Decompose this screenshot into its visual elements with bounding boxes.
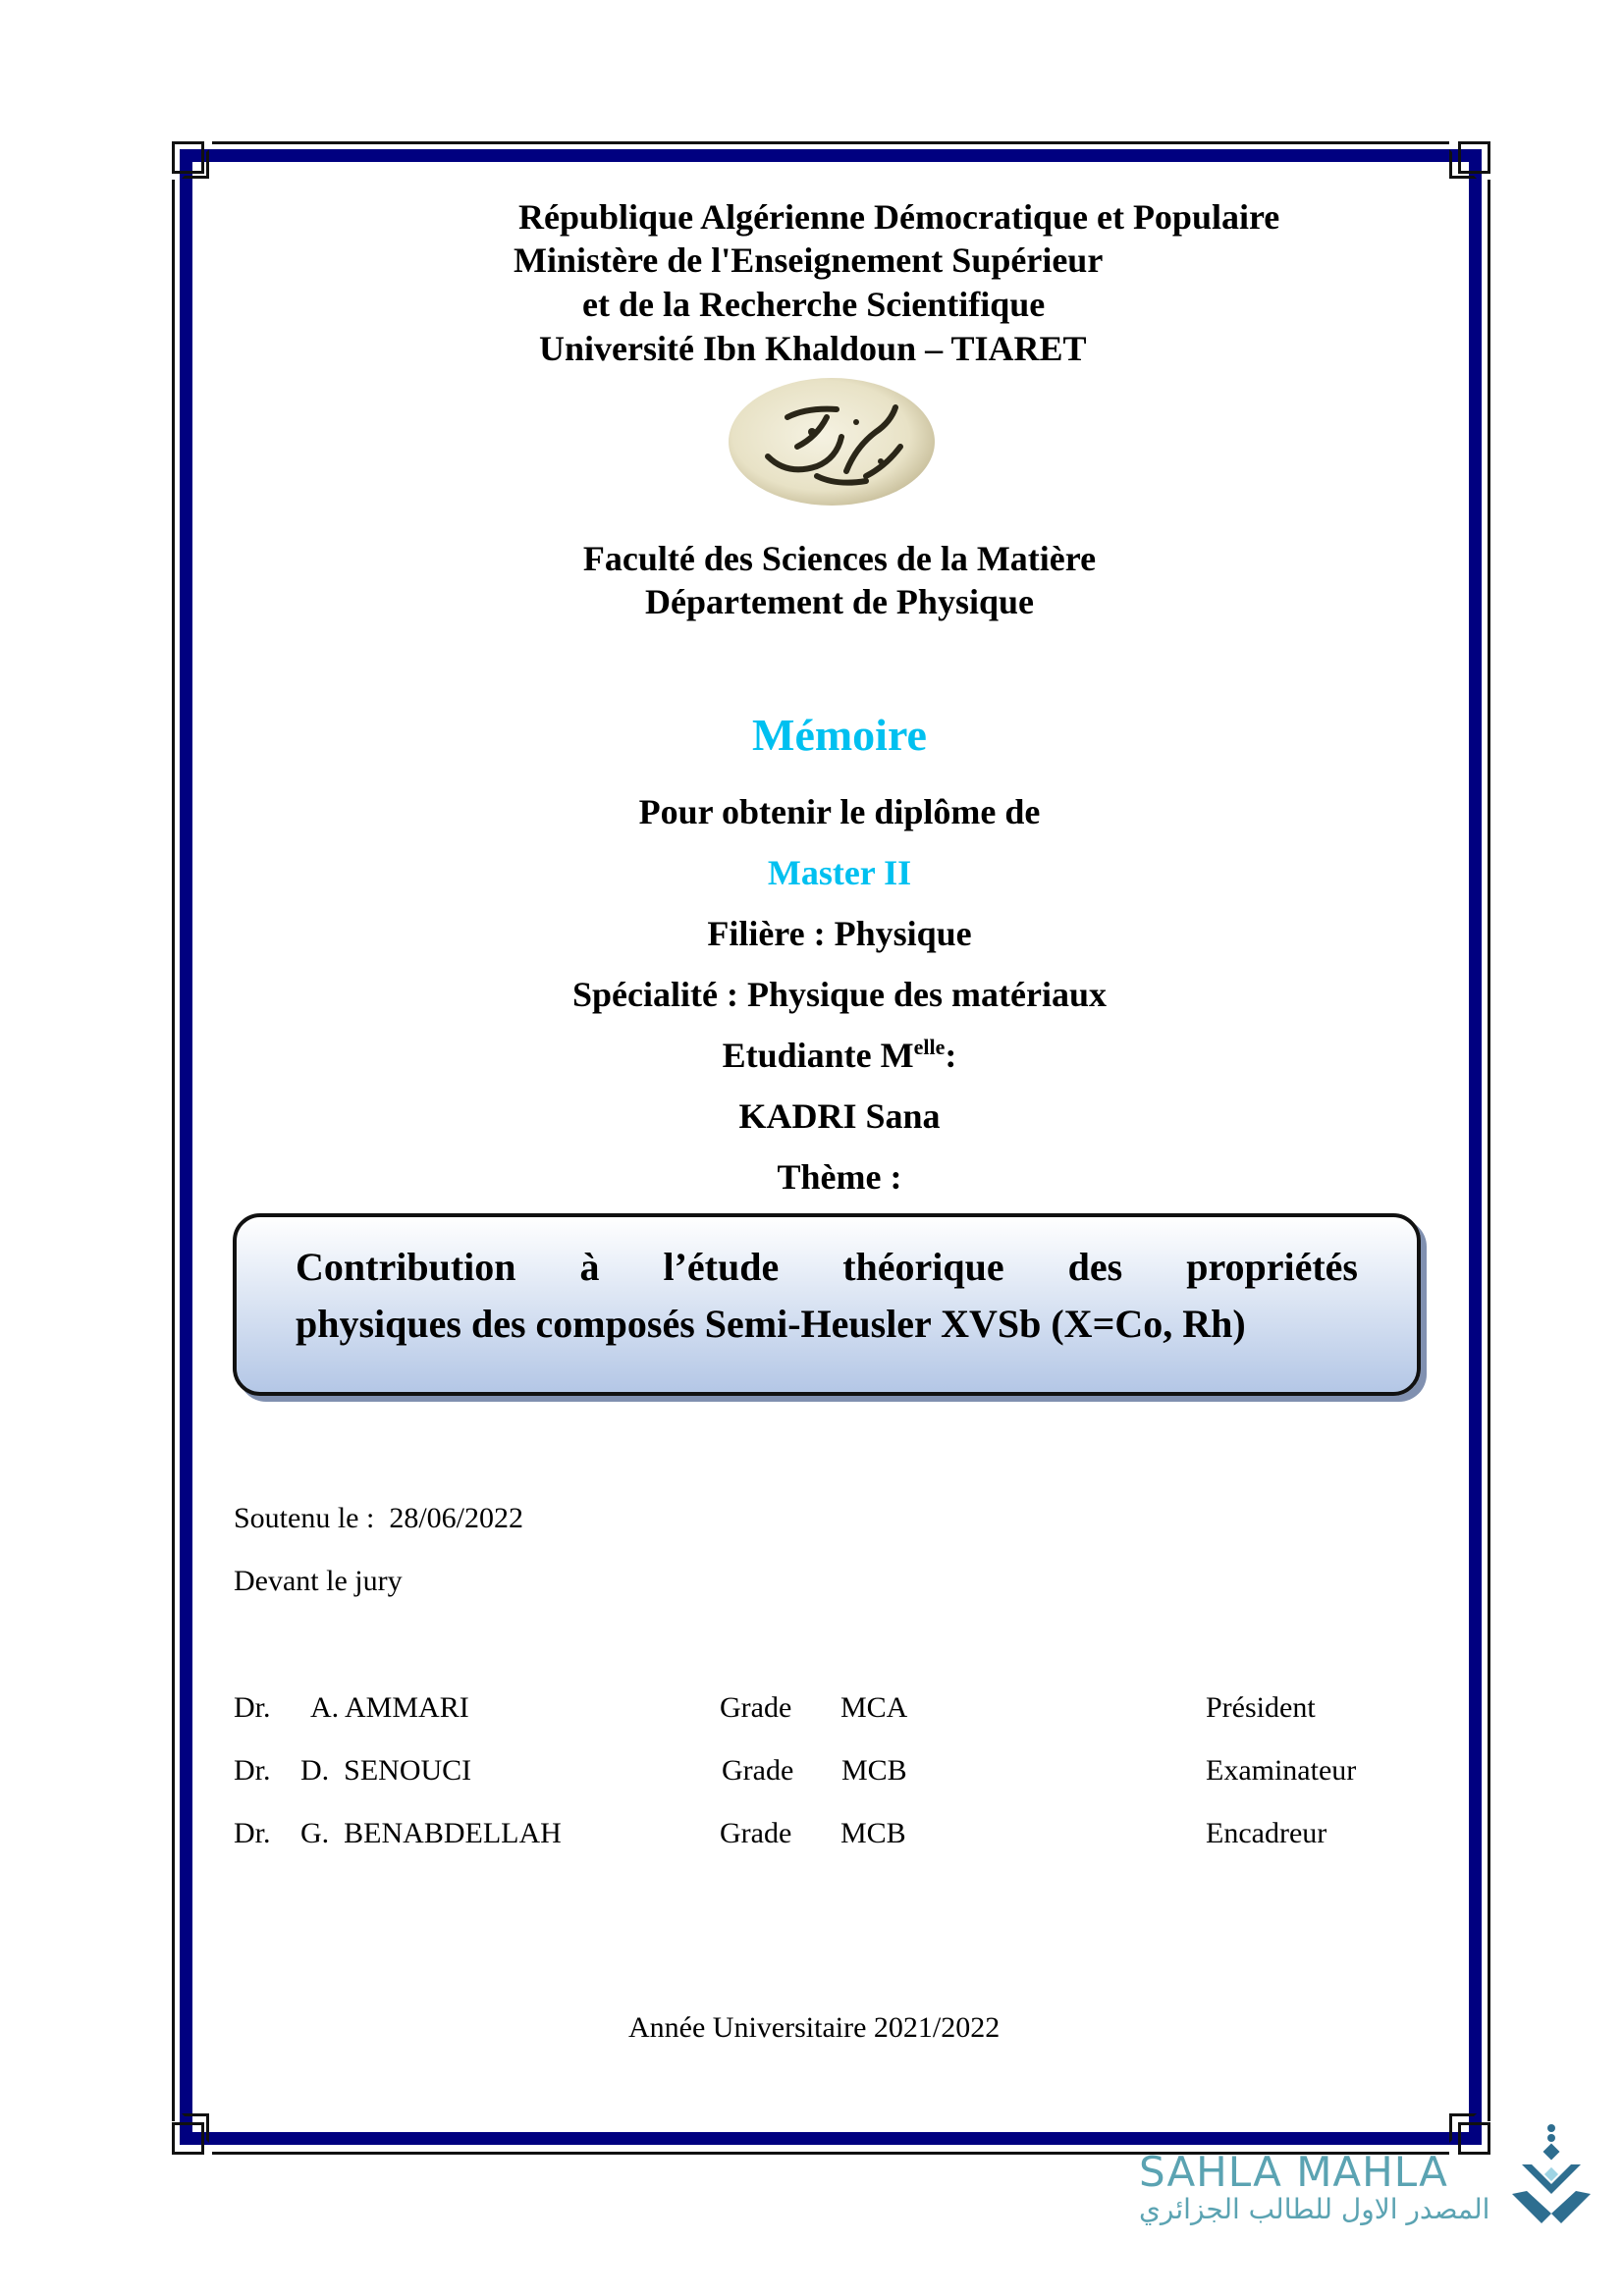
student-label bbox=[27, 1035, 1624, 1076]
watermark-brand: SAHLA MAHLA bbox=[1139, 2148, 1448, 2196]
filiere-line: Filière : Physique bbox=[707, 914, 972, 953]
border-left-line bbox=[172, 180, 175, 2121]
student-label-sup: elle bbox=[913, 1035, 946, 1059]
jury-title: Dr. bbox=[234, 1754, 271, 1787]
header-university: Université Ibn Khaldoun – TIARET bbox=[539, 329, 1087, 368]
student-label-text: Etudiante M bbox=[722, 1036, 914, 1075]
theme-line-2: physiques des composés Semi-Heusler XVSb (X=Co, Rh) bbox=[296, 1302, 1246, 1346]
student-name: KADRI Sana bbox=[738, 1096, 941, 1136]
border-right-bar bbox=[1469, 149, 1482, 2145]
jury-grade-label: Grade bbox=[720, 1691, 792, 1724]
border-right-line bbox=[1488, 180, 1490, 2121]
theme-box bbox=[233, 1213, 1421, 1396]
border-top-line bbox=[212, 141, 1449, 144]
corner-ornament-tl-2 bbox=[182, 149, 209, 179]
header-ministry: Ministère de l'Enseignement Supérieur bbox=[514, 240, 1104, 280]
jury-grade-label: Grade bbox=[720, 1817, 792, 1849]
jury-grade-label: Grade bbox=[722, 1754, 794, 1787]
document-type: Mémoire bbox=[752, 710, 927, 760]
border-left-bar bbox=[180, 149, 192, 2145]
corner-ornament-tr-2 bbox=[1449, 149, 1477, 179]
defense-date-value: 28/06/2022 bbox=[389, 1502, 523, 1534]
watermark-tagline: المصدر الاول للطالب الجزائري bbox=[1139, 2193, 1490, 2225]
jury-title: Dr. bbox=[234, 1691, 271, 1724]
theme-label: Thème : bbox=[777, 1157, 902, 1197]
jury-member-name: A. AMMARI bbox=[310, 1691, 469, 1724]
student-label-colon: : bbox=[945, 1036, 957, 1075]
border-bottom-bar bbox=[180, 2132, 1482, 2145]
calligraphy-icon bbox=[729, 378, 935, 506]
jury-grade: MCA bbox=[840, 1691, 908, 1724]
theme-title bbox=[296, 1239, 1358, 1353]
degree-name: Master II bbox=[767, 853, 912, 892]
corner-ornament-bl-2 bbox=[182, 2113, 209, 2143]
defense-date-label: Soutenu le : bbox=[234, 1502, 375, 1534]
jury-member-name: D. SENOUCI bbox=[300, 1754, 472, 1787]
border-top-bar bbox=[180, 149, 1482, 162]
jury-role: Examinateur bbox=[1206, 1754, 1357, 1787]
jury-title: Dr. bbox=[234, 1817, 271, 1849]
corner-ornament-br-2 bbox=[1449, 2113, 1477, 2143]
department-name: Département de Physique bbox=[645, 582, 1034, 621]
theme-line-1: Contribution à l’étude théorique des propriétés bbox=[296, 1245, 1358, 1289]
university-seal-logo bbox=[729, 378, 935, 506]
defense-date bbox=[234, 1502, 523, 1535]
jury-grade: MCB bbox=[840, 1817, 906, 1849]
header-republic: République Algérienne Démocratique et Populaire bbox=[518, 197, 1280, 237]
header-ministry-cont: et de la Recherche Scientifique bbox=[582, 285, 1046, 324]
jury-role: Président bbox=[1206, 1691, 1316, 1724]
jury-grade: MCB bbox=[841, 1754, 907, 1787]
jury-role: Encadreur bbox=[1206, 1817, 1327, 1849]
sahla-mahla-logo-icon bbox=[1502, 2120, 1591, 2228]
faculty-name: Faculté des Sciences de la Matière bbox=[582, 539, 1097, 578]
specialite-line: Spécialité : Physique des matériaux bbox=[572, 975, 1107, 1014]
jury-label: Devant le jury bbox=[234, 1565, 403, 1597]
purpose-line: Pour obtenir le diplôme de bbox=[638, 792, 1041, 831]
jury-member-name: G. BENABDELLAH bbox=[300, 1817, 562, 1849]
academic-year: Année Universitaire 2021/2022 bbox=[628, 2011, 1001, 2044]
